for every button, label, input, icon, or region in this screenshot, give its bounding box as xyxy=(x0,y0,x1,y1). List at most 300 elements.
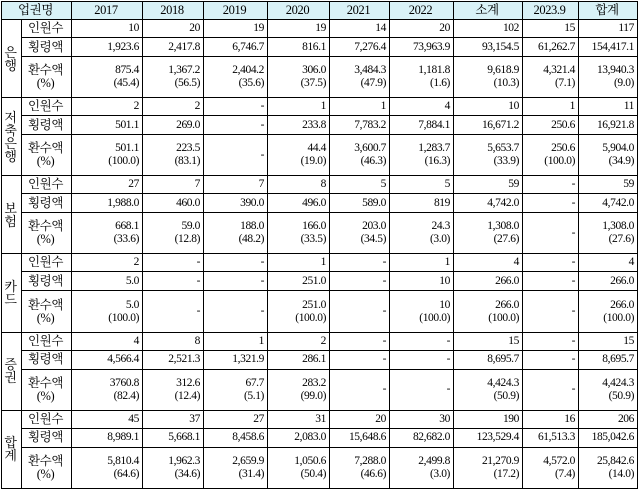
cell-count: 4 xyxy=(454,254,523,272)
cell-recovered-amount: 251.0 xyxy=(302,298,326,311)
cell-count: 19 xyxy=(268,20,330,38)
row-label-count: 인원수 xyxy=(22,254,72,272)
row-label-recovered xyxy=(22,369,72,410)
cell-recovered-percent: (83.1) xyxy=(174,155,200,168)
cell-recovered-amount: 250.6 xyxy=(551,142,575,155)
cell-count: 8 xyxy=(268,176,330,194)
row-label-embezzled: 횡령액 xyxy=(22,194,72,213)
cell-embezzled: 2,417.8 xyxy=(143,38,204,57)
cell-count: 4 xyxy=(72,332,143,350)
cell-recovered-percent: (17.2) xyxy=(493,467,519,480)
row-label-recovered-text: 환수액 xyxy=(27,141,64,156)
cell-count: 2 xyxy=(72,254,143,272)
cell-recovered-amount: 4,572.0 xyxy=(543,454,575,467)
cell-count: 15 xyxy=(579,332,638,350)
cell-embezzled: 5.0 xyxy=(72,272,143,291)
cell-recovered-amount: 223.5 xyxy=(176,142,200,155)
cell-count: 20 xyxy=(143,20,204,38)
cell-recovered-amount: - xyxy=(571,226,575,239)
cell-recovered xyxy=(204,291,268,332)
row-label-count: 인원수 xyxy=(22,410,72,428)
cell-recovered-amount: - xyxy=(571,383,575,396)
cell-embezzled: 6,746.7 xyxy=(204,38,268,57)
cell-recovered-amount: 1,308.0 xyxy=(602,220,634,233)
cell-recovered-percent: (12.8) xyxy=(174,233,200,246)
cell-recovered-amount: 203.0 xyxy=(362,220,386,233)
cell-recovered xyxy=(268,447,330,488)
header-year: 2022 xyxy=(390,2,454,20)
cell-count: 1 xyxy=(523,98,579,116)
cell-recovered-amount: 21,270.9 xyxy=(481,454,519,467)
row-label-embezzled: 횡령액 xyxy=(22,350,72,369)
cell-embezzled: 185,042.6 xyxy=(579,428,638,447)
cell-recovered-amount: 875.4 xyxy=(115,64,139,77)
group-name-char: 저 xyxy=(4,109,17,125)
cell-embezzled: 8,695.7 xyxy=(454,350,523,369)
cell-embezzled: 496.0 xyxy=(268,194,330,213)
cell-count: 16 xyxy=(523,410,579,428)
cell-count: 14 xyxy=(330,20,390,38)
cell-recovered xyxy=(454,135,523,176)
cell-recovered xyxy=(579,369,638,410)
cell-count: 31 xyxy=(268,410,330,428)
cell-count: 5 xyxy=(330,176,390,194)
cell-count: 4 xyxy=(390,98,454,116)
cell-embezzled: - xyxy=(390,350,454,369)
group-name-char: 권 xyxy=(4,370,17,386)
cell-recovered-amount: 25,842.6 xyxy=(596,454,634,467)
cell-embezzled: - xyxy=(204,116,268,135)
cell-recovered-percent: (37.5) xyxy=(300,77,326,90)
cell-recovered-percent: (34.6) xyxy=(174,467,200,480)
cell-recovered-percent: (48.2) xyxy=(238,233,264,246)
cell-embezzled: 4,566.4 xyxy=(72,350,143,369)
cell-recovered-amount: 5,653.7 xyxy=(487,142,519,155)
cell-recovered-percent: (100.0) xyxy=(488,311,519,324)
cell-embezzled: 123,529.4 xyxy=(454,428,523,447)
cell-count: 19 xyxy=(204,20,268,38)
row-label-embezzled: 횡령액 xyxy=(22,428,72,447)
row-label-percent-text: (%) xyxy=(36,466,55,481)
cell-count: 11 xyxy=(579,98,638,116)
cell-recovered xyxy=(330,213,390,254)
row-label-percent-text: (%) xyxy=(36,154,55,169)
group-label xyxy=(2,332,22,410)
table-row xyxy=(2,213,638,254)
cell-recovered xyxy=(143,291,204,332)
cell-recovered-percent: (14.0) xyxy=(608,467,634,480)
cell-recovered-percent: (10.3) xyxy=(493,77,519,90)
cell-embezzled: 250.6 xyxy=(523,116,579,135)
cell-recovered-amount: 668.1 xyxy=(115,220,139,233)
group-name-char: 은 xyxy=(4,135,17,151)
cell-recovered-amount: 5,810.4 xyxy=(107,454,139,467)
cell-embezzled: - xyxy=(143,272,204,291)
cell-recovered-amount: - xyxy=(260,148,264,161)
row-label-recovered xyxy=(22,213,72,254)
cell-recovered xyxy=(579,213,638,254)
cell-recovered xyxy=(268,369,330,410)
cell-recovered xyxy=(579,135,638,176)
table-row xyxy=(2,369,638,410)
group-label xyxy=(2,98,22,176)
cell-recovered-amount: 3760.8 xyxy=(109,376,139,389)
cell-count: 20 xyxy=(390,20,454,38)
cell-count: 1 xyxy=(204,332,268,350)
cell-recovered xyxy=(143,369,204,410)
cell-recovered-amount: - xyxy=(260,305,264,318)
cell-recovered xyxy=(454,57,523,98)
cell-recovered-amount: 266.0 xyxy=(610,298,634,311)
row-label-recovered-text: 환수액 xyxy=(27,375,64,390)
row-label-percent-text: (%) xyxy=(36,388,55,403)
cell-count: - xyxy=(523,176,579,194)
cell-recovered xyxy=(330,369,390,410)
cell-recovered xyxy=(268,291,330,332)
cell-count: - xyxy=(390,332,454,350)
cell-recovered-amount: 188.0 xyxy=(240,220,264,233)
cell-recovered xyxy=(390,291,454,332)
table-row xyxy=(2,332,638,350)
cell-recovered-amount: 7,288.0 xyxy=(354,454,386,467)
table-row xyxy=(2,428,638,447)
cell-recovered-percent: (27.6) xyxy=(608,233,634,246)
cell-recovered-percent: (64.6) xyxy=(113,467,139,480)
cell-recovered xyxy=(523,57,579,98)
cell-embezzled: 4,742.0 xyxy=(579,194,638,213)
cell-recovered-percent: (47.9) xyxy=(360,77,386,90)
cell-recovered xyxy=(330,57,390,98)
cell-embezzled: 816.1 xyxy=(268,38,330,57)
group-name-char: 행 xyxy=(4,148,17,164)
cell-recovered-amount: - xyxy=(382,305,386,318)
cell-embezzled: 16,671.2 xyxy=(454,116,523,135)
cell-embezzled: 233.8 xyxy=(268,116,330,135)
table-row xyxy=(2,98,638,116)
cell-count: - xyxy=(204,98,268,116)
cell-recovered-percent: (100.0) xyxy=(295,311,326,324)
cell-embezzled: 4,742.0 xyxy=(454,194,523,213)
group-name xyxy=(3,280,18,306)
cell-embezzled: 269.0 xyxy=(143,116,204,135)
cell-recovered xyxy=(204,369,268,410)
cell-embezzled: 1,321.9 xyxy=(204,350,268,369)
cell-embezzled: 154,417.1 xyxy=(579,38,638,57)
cell-count: 59 xyxy=(579,176,638,194)
row-label-count: 인원수 xyxy=(22,20,72,38)
cell-recovered-amount: 9,618.9 xyxy=(487,64,519,77)
cell-recovered xyxy=(72,57,143,98)
cell-recovered-amount: 1,050.6 xyxy=(294,454,326,467)
cell-embezzled: 1,923.6 xyxy=(72,38,143,57)
header-row xyxy=(2,2,638,20)
table-body xyxy=(2,20,638,489)
cell-recovered xyxy=(579,57,638,98)
cell-recovered xyxy=(390,135,454,176)
cell-embezzled: 73,963.9 xyxy=(390,38,454,57)
cell-recovered-percent: (7.1) xyxy=(554,77,575,90)
group-name-char: 카 xyxy=(4,279,17,295)
cell-embezzled: 2,521.3 xyxy=(143,350,204,369)
cell-count: 45 xyxy=(72,410,143,428)
cell-embezzled: - xyxy=(523,350,579,369)
cell-embezzled: 8,989.1 xyxy=(72,428,143,447)
cell-recovered-percent: (7.4) xyxy=(554,467,575,480)
group-name xyxy=(3,202,18,228)
cell-count: 27 xyxy=(204,410,268,428)
cell-recovered xyxy=(143,213,204,254)
group-name-char: 은 xyxy=(4,44,17,60)
cell-recovered-amount: 4,424.3 xyxy=(487,376,519,389)
cell-count: 7 xyxy=(204,176,268,194)
cell-recovered-percent: (33.5) xyxy=(300,233,326,246)
cell-recovered-amount: 4,424.3 xyxy=(602,376,634,389)
cell-recovered xyxy=(204,135,268,176)
cell-recovered-percent: (27.6) xyxy=(493,233,519,246)
cell-recovered-percent: (19.0) xyxy=(300,155,326,168)
cell-recovered xyxy=(330,135,390,176)
group-name-char: 합 xyxy=(4,435,17,451)
row-label-embezzled: 횡령액 xyxy=(22,272,72,291)
cell-recovered xyxy=(204,447,268,488)
cell-recovered-percent: (100.0) xyxy=(544,155,575,168)
cell-recovered xyxy=(454,213,523,254)
header-subtotal: 소계 xyxy=(454,2,523,20)
cell-embezzled: 251.0 xyxy=(268,272,330,291)
cell-count: 2 xyxy=(143,98,204,116)
cell-count: 15 xyxy=(523,20,579,38)
cell-recovered-percent: (100.0) xyxy=(419,311,450,324)
cell-recovered-amount: - xyxy=(382,383,386,396)
cell-recovered xyxy=(72,135,143,176)
cell-recovered-amount: 24.3 xyxy=(431,220,450,233)
header-year: 2018 xyxy=(143,2,204,20)
cell-recovered-amount: 312.6 xyxy=(176,376,200,389)
cell-recovered-amount: 3,484.3 xyxy=(354,64,386,77)
table-row xyxy=(2,176,638,194)
row-label-count: 인원수 xyxy=(22,332,72,350)
cell-embezzled: 589.0 xyxy=(330,194,390,213)
cell-recovered xyxy=(523,135,579,176)
cell-embezzled: 390.0 xyxy=(204,194,268,213)
cell-count: - xyxy=(523,332,579,350)
cell-embezzled: 501.1 xyxy=(72,116,143,135)
cell-count: 59 xyxy=(454,176,523,194)
group-name-char: 드 xyxy=(4,292,17,308)
cell-embezzled: - xyxy=(330,350,390,369)
cell-recovered-amount: 283.2 xyxy=(302,376,326,389)
row-label-percent-text: (%) xyxy=(36,232,55,247)
cell-embezzled: 82,682.0 xyxy=(390,428,454,447)
group-label xyxy=(2,176,22,254)
cell-recovered-amount: 3,600.7 xyxy=(354,142,386,155)
cell-recovered-percent: (3.0) xyxy=(429,233,450,246)
cell-recovered-amount: 2,499.8 xyxy=(418,454,450,467)
cell-recovered-percent: (33.9) xyxy=(493,155,519,168)
group-name xyxy=(3,46,18,72)
cell-embezzled: 460.0 xyxy=(143,194,204,213)
cell-recovered-percent: (9.0) xyxy=(613,77,634,90)
cell-embezzled: 7,276.4 xyxy=(330,38,390,57)
cell-recovered xyxy=(143,57,204,98)
row-label-embezzled: 횡령액 xyxy=(22,38,72,57)
row-label-recovered xyxy=(22,135,72,176)
cell-count: - xyxy=(143,254,204,272)
cell-recovered-percent: (12.4) xyxy=(174,389,200,402)
cell-count: 1 xyxy=(268,98,330,116)
row-label-percent-text: (%) xyxy=(36,76,55,91)
row-label-recovered xyxy=(22,57,72,98)
group-name-char: 축 xyxy=(4,122,17,138)
cell-recovered-amount: 59.0 xyxy=(181,220,200,233)
cell-recovered xyxy=(72,369,143,410)
cell-embezzled: 15,648.6 xyxy=(330,428,390,447)
cell-recovered-percent: (50.4) xyxy=(300,467,326,480)
cell-recovered xyxy=(523,447,579,488)
cell-recovered-percent: (99.0) xyxy=(300,389,326,402)
cell-recovered-amount: 10 xyxy=(439,298,450,311)
embezzlement-table xyxy=(1,1,638,489)
cell-embezzled: 286.1 xyxy=(268,350,330,369)
group-name-char: 험 xyxy=(4,213,17,229)
cell-count: 30 xyxy=(390,410,454,428)
cell-embezzled: 266.0 xyxy=(454,272,523,291)
table-row xyxy=(2,116,638,135)
cell-recovered xyxy=(454,369,523,410)
cell-recovered-percent: (45.4) xyxy=(113,77,139,90)
header-corner: 업권명 xyxy=(2,2,72,20)
cell-recovered-amount: 67.7 xyxy=(245,376,264,389)
cell-embezzled: 93,154.5 xyxy=(454,38,523,57)
row-label-recovered-text: 환수액 xyxy=(27,297,64,312)
cell-recovered xyxy=(268,57,330,98)
group-name-char: 증 xyxy=(4,357,17,373)
row-label-recovered-text: 환수액 xyxy=(27,63,64,78)
cell-count: 1 xyxy=(390,254,454,272)
cell-embezzled: - xyxy=(523,194,579,213)
cell-recovered-percent: (50.9) xyxy=(608,389,634,402)
cell-recovered xyxy=(204,57,268,98)
cell-recovered xyxy=(454,291,523,332)
cell-recovered xyxy=(143,135,204,176)
cell-recovered-amount: 1,962.3 xyxy=(168,454,200,467)
cell-recovered xyxy=(330,291,390,332)
cell-embezzled: 2,083.0 xyxy=(268,428,330,447)
cell-recovered-percent: (5.1) xyxy=(243,389,264,402)
cell-recovered-amount: 2,404.2 xyxy=(232,64,264,77)
row-label-percent-text: (%) xyxy=(36,310,55,325)
row-label-count: 인원수 xyxy=(22,176,72,194)
group-name xyxy=(3,358,18,384)
cell-embezzled: 266.0 xyxy=(579,272,638,291)
cell-count: 2 xyxy=(72,98,143,116)
cell-recovered xyxy=(390,447,454,488)
cell-recovered xyxy=(72,447,143,488)
cell-recovered xyxy=(454,447,523,488)
cell-recovered xyxy=(523,369,579,410)
cell-embezzled: 819 xyxy=(390,194,454,213)
cell-count: 15 xyxy=(454,332,523,350)
cell-embezzled: 5,668.1 xyxy=(143,428,204,447)
cell-recovered-percent: (46.6) xyxy=(360,467,386,480)
cell-recovered-percent: (50.9) xyxy=(493,389,519,402)
table-row xyxy=(2,350,638,369)
cell-embezzled: 8,458.6 xyxy=(204,428,268,447)
cell-embezzled: - xyxy=(330,272,390,291)
cell-recovered xyxy=(579,447,638,488)
cell-count: 10 xyxy=(454,98,523,116)
cell-recovered-amount: 5,904.0 xyxy=(602,142,634,155)
group-label xyxy=(2,20,22,98)
header-year: 2017 xyxy=(72,2,143,20)
group-name-char: 계 xyxy=(4,448,17,464)
cell-recovered xyxy=(268,213,330,254)
row-label-recovered xyxy=(22,447,72,488)
cell-recovered-percent: (34.5) xyxy=(360,233,386,246)
cell-count: 1 xyxy=(330,98,390,116)
cell-count: 117 xyxy=(579,20,638,38)
cell-recovered-amount: - xyxy=(446,383,450,396)
cell-recovered xyxy=(204,213,268,254)
table-row xyxy=(2,135,638,176)
cell-recovered-amount: - xyxy=(196,305,200,318)
cell-recovered-percent: (1.6) xyxy=(429,77,450,90)
table-row xyxy=(2,20,638,38)
cell-recovered-percent: (16.3) xyxy=(424,155,450,168)
group-name-char: 행 xyxy=(4,57,17,73)
cell-recovered-percent: (33.6) xyxy=(113,233,139,246)
cell-recovered xyxy=(72,213,143,254)
table-row xyxy=(2,254,638,272)
row-label-embezzled: 횡령액 xyxy=(22,116,72,135)
cell-recovered-percent: (82.4) xyxy=(113,389,139,402)
cell-embezzled: 7,783.2 xyxy=(330,116,390,135)
cell-recovered-percent: (56.5) xyxy=(174,77,200,90)
cell-recovered-amount: 44.4 xyxy=(307,142,326,155)
cell-recovered-amount: 13,940.3 xyxy=(596,64,634,77)
cell-embezzled: - xyxy=(204,272,268,291)
cell-recovered-amount: 306.0 xyxy=(302,64,326,77)
row-label-recovered-text: 환수액 xyxy=(27,453,64,468)
group-name xyxy=(3,111,18,163)
cell-count: 20 xyxy=(330,410,390,428)
cell-recovered-amount: 501.1 xyxy=(115,142,139,155)
cell-recovered-amount: 1,283.7 xyxy=(418,142,450,155)
header-year: 2020 xyxy=(268,2,330,20)
cell-recovered xyxy=(390,369,454,410)
row-label-recovered xyxy=(22,291,72,332)
cell-recovered-percent: (3.0) xyxy=(429,467,450,480)
group-name-char: 보 xyxy=(4,200,17,216)
table-row xyxy=(2,194,638,213)
cell-recovered xyxy=(390,213,454,254)
cell-recovered-percent: (100.0) xyxy=(108,155,139,168)
cell-embezzled: 10 xyxy=(390,272,454,291)
cell-recovered xyxy=(72,291,143,332)
cell-embezzled: 7,884.1 xyxy=(390,116,454,135)
cell-recovered-amount: 5.0 xyxy=(125,298,139,311)
header-year: 2019 xyxy=(204,2,268,20)
table-row xyxy=(2,272,638,291)
cell-recovered-percent: (100.0) xyxy=(603,311,634,324)
header-total: 합계 xyxy=(579,2,638,20)
cell-recovered-percent: (34.9) xyxy=(608,155,634,168)
cell-count: 37 xyxy=(143,410,204,428)
header-year: 2023.9 xyxy=(523,2,579,20)
cell-recovered xyxy=(523,213,579,254)
cell-embezzled: 61,262.7 xyxy=(523,38,579,57)
cell-recovered-percent: (46.3) xyxy=(360,155,386,168)
